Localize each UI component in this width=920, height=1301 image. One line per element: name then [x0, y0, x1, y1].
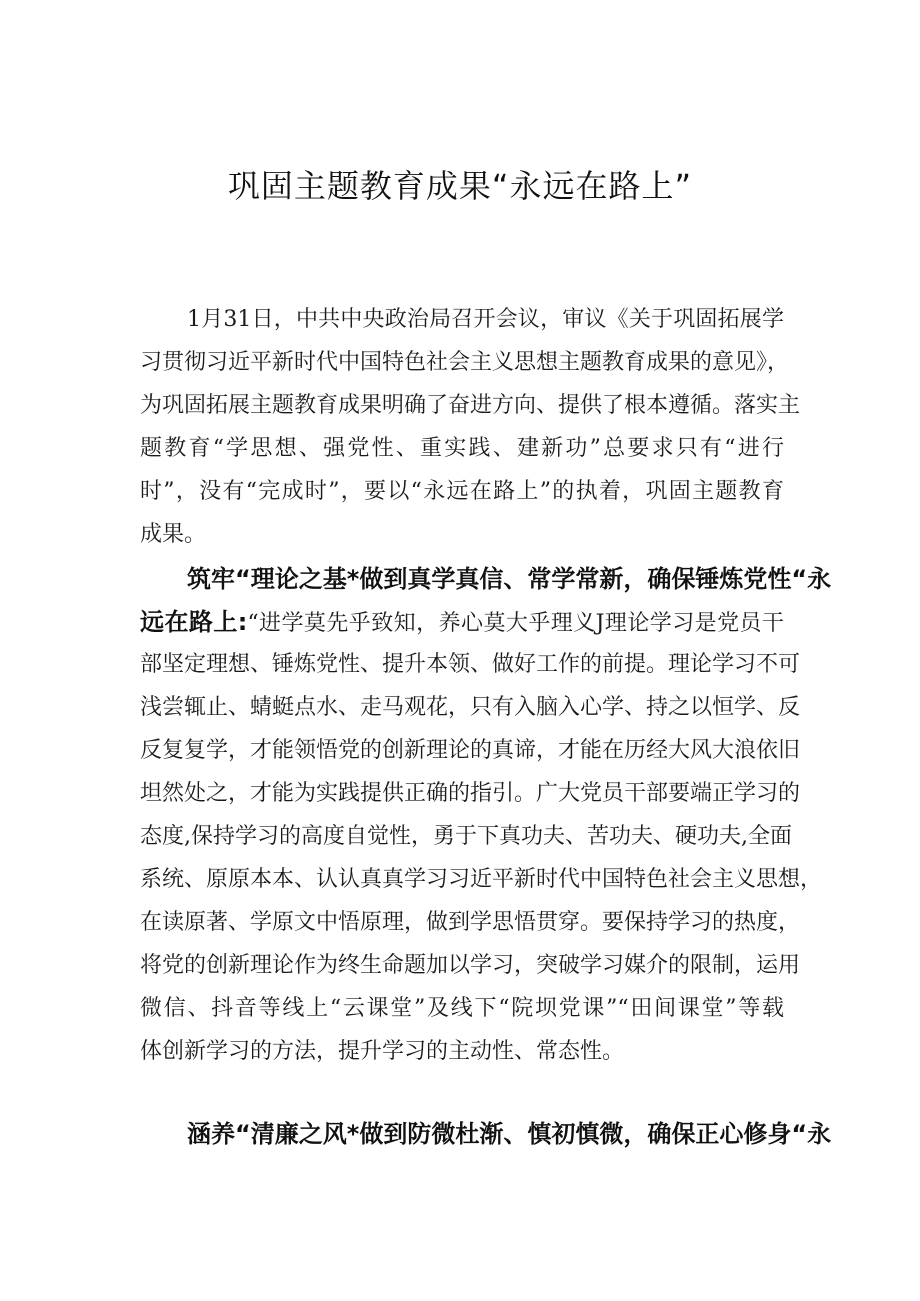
paragraph-line: 体创新学习的方法，提升学习的主动性、常态性。 [140, 1039, 625, 1064]
paragraph-line: 时”，没有“完成时”，要以“永远在路上”的执着，巩固主题教育 [140, 479, 784, 504]
paragraph-line: 成果。 [140, 522, 207, 547]
paragraph-line: 在读原著、学原文中悟原理，做到学思悟贯穿。要保持学习的热度， [140, 910, 801, 935]
paragraph-line: 习贯彻习近平新时代中国特色社会主义思想主题教育成果的意见》， [140, 350, 790, 375]
paragraph-text: “进学莫先乎致知，养心莫大乎理义J理论学习是党员干 [247, 611, 784, 636]
paragraph-line: 为巩固拓展主题教育成果明确了奋进方向、提供了根本遵循。落实主 [140, 393, 801, 418]
paragraph-line: 反复复学，才能领悟党的创新理论的真谛，才能在历经大风大浪依旧 [140, 738, 801, 763]
section-heading: 涵养“清廉之风*做到防微杜渐、慎初慎微，确保正心修身“永 [187, 1120, 832, 1148]
paragraph-line: 浅尝辄止、蜻蜓点水、走马观花，只有入脑入心学、持之以恒学、反 [140, 695, 801, 720]
paragraph-line: 将党的创新理论作为终生命题加以学习，突破学习媒介的限制，运用 [140, 953, 801, 978]
section-heading: 筑牢“理论之基*做到真学真信、常学常新，确保锤炼党性“永 [187, 565, 832, 593]
paragraph-line: 1月31日，中共中央政治局召开会议，审议《关于巩固拓展学 [187, 307, 784, 332]
paragraph-line: 部坚定理想、锤炼党性、提升本领、做好工作的前提。理论学习不可 [140, 652, 801, 677]
page-title: 巩固主题教育成果“永远在路上” [227, 167, 693, 205]
section-heading-continuation [140, 606, 784, 642]
paragraph-line: 坦然处之，才能为实践提供正确的指引。广大党员干部要端正学习的 [140, 781, 801, 806]
paragraph-line: 题教育“学思想、强党性、重实践、建新功”总要求只有“进行 [140, 436, 784, 461]
paragraph-line: 微信、抖音等线上“云课堂”及线下“院坝党课”“田间课堂”等载 [140, 996, 784, 1021]
section-heading-tail: 远在路上: [140, 608, 248, 636]
paragraph-line: 态度,保持学习的高度自觉性，勇于下真功夫、苦功夫、硬功夫,全面 [140, 824, 792, 849]
paragraph-line: 系统、原原本本、认认真真学习习近平新时代中国特色社会主义思想， [140, 867, 823, 892]
